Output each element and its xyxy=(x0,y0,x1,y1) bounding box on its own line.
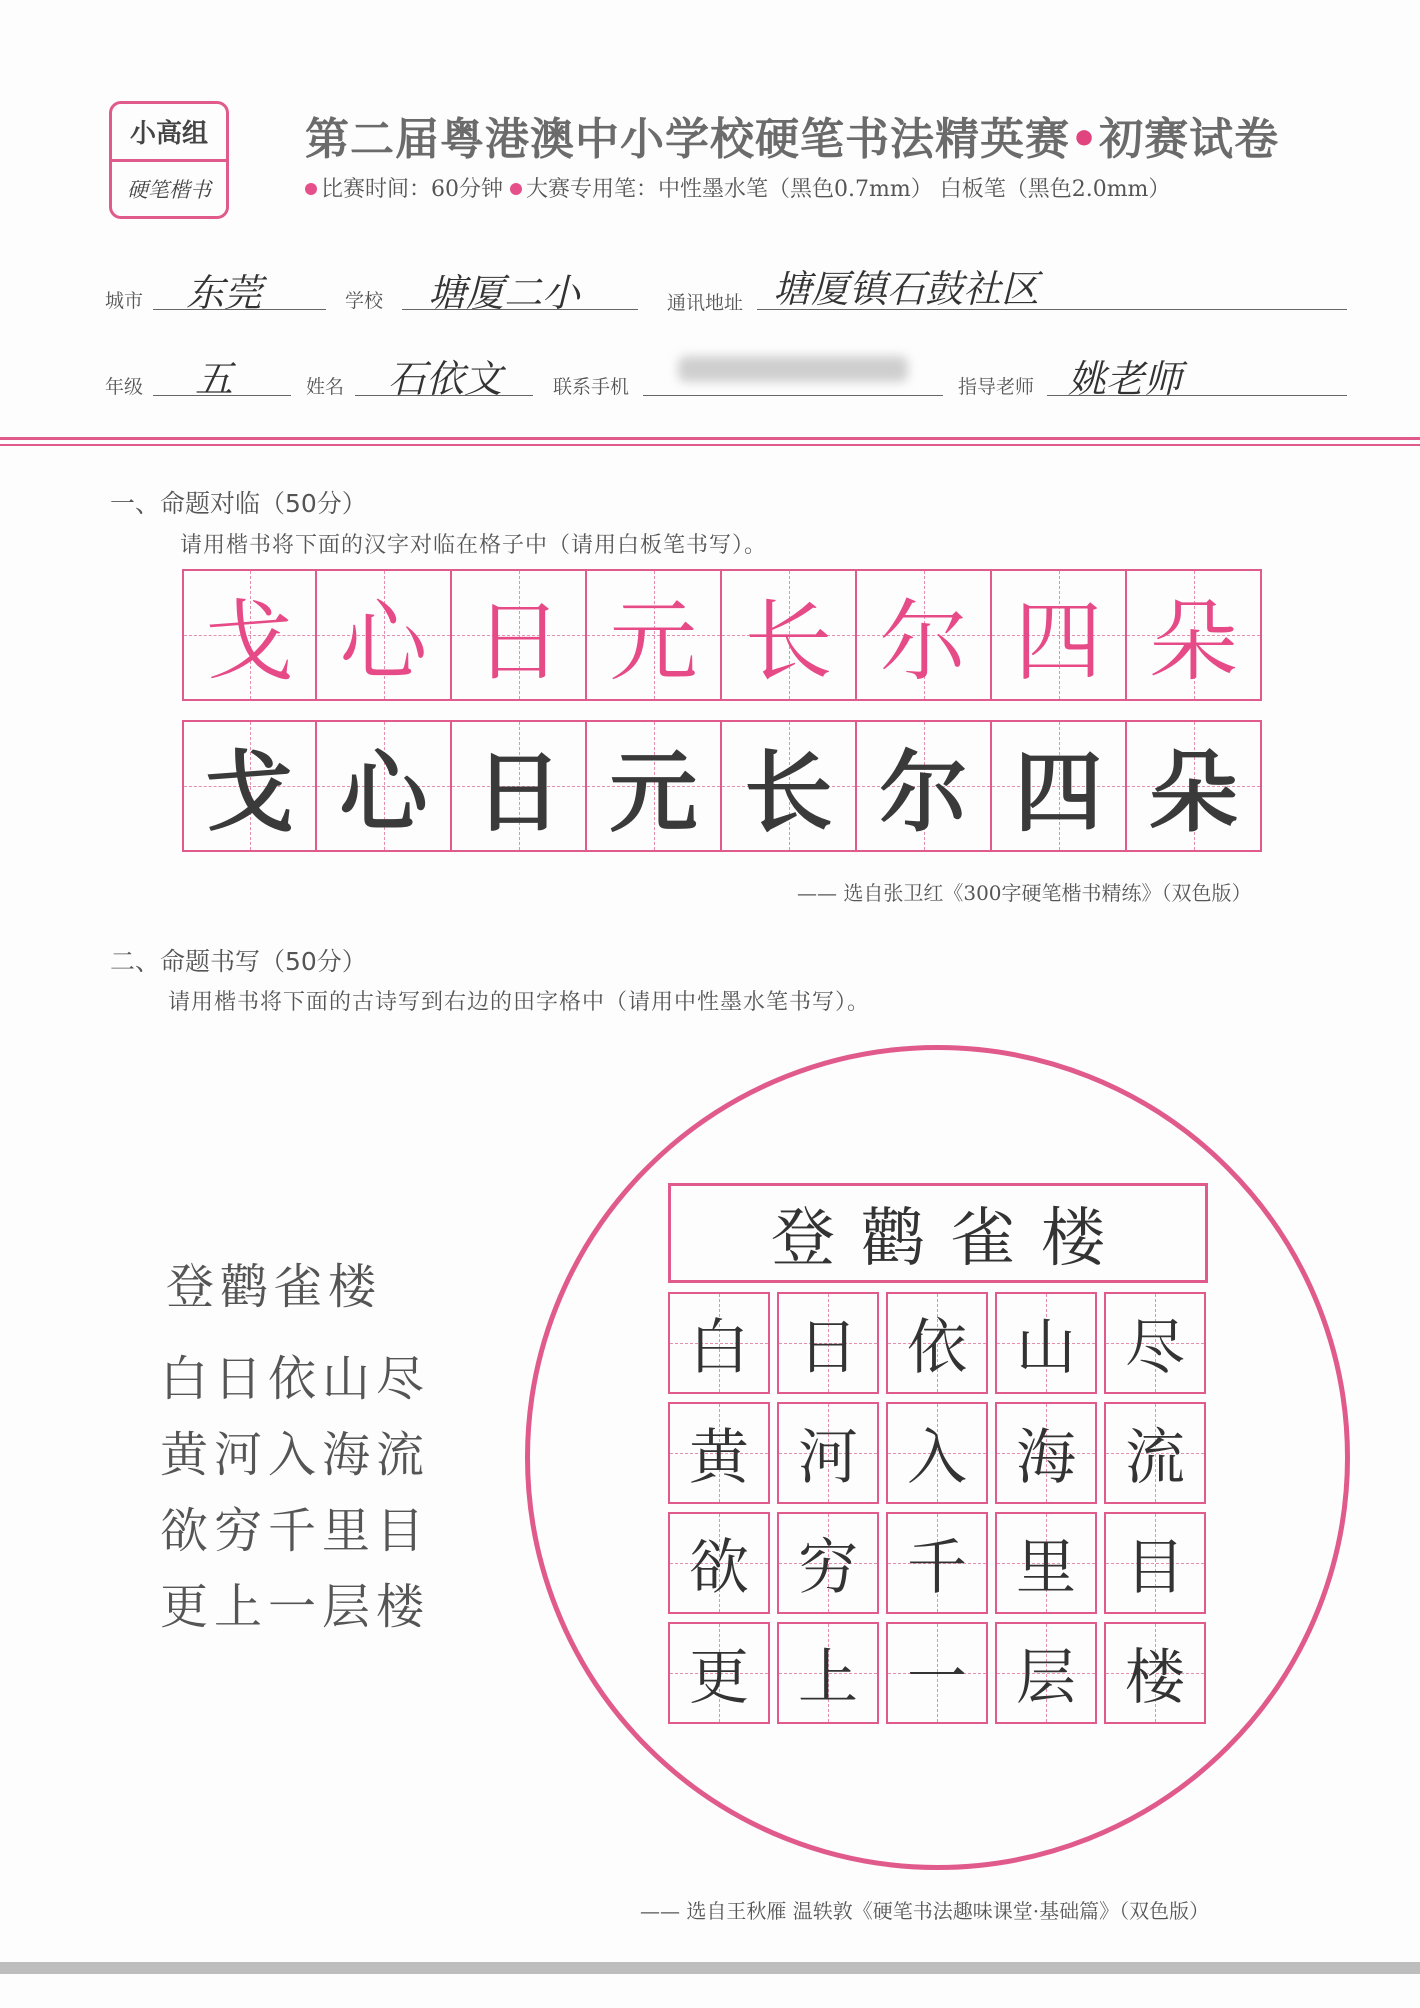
written-char: 里 xyxy=(1016,1533,1076,1603)
bullet-icon xyxy=(510,183,522,195)
written-char: 欲 xyxy=(689,1533,749,1603)
bullet-icon xyxy=(305,183,317,195)
title-suffix: 初赛试卷 xyxy=(1099,114,1280,165)
grid-cell xyxy=(182,569,317,701)
written-char: 山 xyxy=(1016,1313,1076,1383)
grid-cell xyxy=(1127,569,1262,701)
written-char: 楼 xyxy=(1125,1643,1185,1713)
grid-cell xyxy=(1104,1402,1206,1504)
city-value: 东莞 xyxy=(186,271,263,315)
written-char: 尽 xyxy=(1125,1313,1185,1383)
grid-cell xyxy=(886,1402,988,1504)
written-char: 长 xyxy=(744,740,833,844)
grid-cell xyxy=(1104,1622,1206,1724)
grid-cell xyxy=(587,720,722,852)
section1-credit: —— 选自张卫红《300字硬笔楷书精练》（双色版） xyxy=(797,881,1252,905)
poem-line: 白日依山尽 xyxy=(160,1351,431,1407)
written-char: 流 xyxy=(1125,1423,1185,1493)
grid-cell xyxy=(777,1512,879,1614)
grid-cell xyxy=(317,569,452,701)
written-char: 白 xyxy=(689,1313,749,1383)
written-char: 更 xyxy=(689,1643,749,1713)
grid-cell xyxy=(886,1292,988,1394)
grid-cell xyxy=(995,1512,1097,1614)
grid-cell xyxy=(857,569,992,701)
written-char: 日 xyxy=(798,1313,858,1383)
section2-credit: —— 选自王秋雁 温轶敦《硬笔书法趣味课堂·基础篇》（双色版） xyxy=(640,1899,1210,1923)
teacher-value: 姚老师 xyxy=(1068,357,1183,401)
header-divider xyxy=(0,437,1420,440)
school-value: 塘厦二小 xyxy=(428,271,581,315)
written-char: 朵 xyxy=(1149,740,1238,844)
written-char: 入 xyxy=(907,1423,967,1493)
grid-cell xyxy=(992,720,1127,852)
exam-pens: 大赛专用笔：中性墨水笔（黑色0.7mm） 白板笔（黑色2.0mm） xyxy=(526,177,1171,202)
header-divider-thin xyxy=(0,444,1420,446)
written-char: 穷 xyxy=(798,1533,858,1603)
grid-cell xyxy=(452,569,587,701)
grid-cell xyxy=(317,720,452,852)
poem-line: 更上一层楼 xyxy=(160,1579,431,1635)
written-char: 依 xyxy=(907,1313,967,1383)
written-char-grid xyxy=(182,720,1262,852)
model-char-grid xyxy=(182,569,1262,701)
written-char: 心 xyxy=(339,740,428,844)
grid-cell xyxy=(452,720,587,852)
grade-label: 年级 xyxy=(105,376,144,398)
model-char: 朵 xyxy=(1149,590,1238,693)
address-label: 通讯地址 xyxy=(667,292,744,314)
grid-cell xyxy=(886,1622,988,1724)
poem-char-grid xyxy=(668,1292,1206,1724)
grid-cell xyxy=(777,1292,879,1394)
written-char: 上 xyxy=(798,1643,858,1713)
written-char: 一 xyxy=(907,1643,967,1713)
grid-cell xyxy=(722,569,857,701)
written-char: 黄 xyxy=(689,1423,749,1493)
grid-cell xyxy=(668,1402,770,1504)
grid-cell xyxy=(992,569,1127,701)
grid-cell xyxy=(668,1622,770,1724)
written-char: 层 xyxy=(1016,1643,1076,1713)
written-poem-title: 登鹳雀楼 xyxy=(771,1202,1131,1276)
school-label: 学校 xyxy=(345,290,384,312)
model-char: 四 xyxy=(1014,590,1103,693)
grid-cell xyxy=(587,569,722,701)
title-dot: • xyxy=(1070,114,1100,165)
grade-value: 五 xyxy=(195,357,234,401)
model-char: 心 xyxy=(339,590,428,693)
paper-title xyxy=(305,103,1279,167)
city-label: 城市 xyxy=(105,290,144,312)
grid-cell xyxy=(668,1292,770,1394)
model-char: 元 xyxy=(609,590,698,693)
written-char: 戈 xyxy=(205,740,294,844)
written-char: 海 xyxy=(1016,1423,1076,1493)
grid-cell xyxy=(1104,1292,1206,1394)
grid-cell xyxy=(995,1622,1097,1724)
group-badge xyxy=(109,101,229,219)
grid-cell xyxy=(777,1622,879,1724)
phone-line xyxy=(643,395,943,396)
model-char: 日 xyxy=(474,590,563,693)
poem-line: 欲穷千里目 xyxy=(160,1503,431,1559)
name-label: 姓名 xyxy=(306,376,345,398)
footer-band xyxy=(0,1962,1420,1974)
poem-line: 黄河入海流 xyxy=(160,1427,431,1483)
written-char: 目 xyxy=(1125,1533,1185,1603)
phone-label: 联系手机 xyxy=(553,376,630,398)
model-char: 尔 xyxy=(879,590,968,693)
grid-cell xyxy=(995,1292,1097,1394)
teacher-label: 指导老师 xyxy=(958,376,1035,398)
written-title-box xyxy=(668,1183,1208,1283)
grid-cell xyxy=(1127,720,1262,852)
grid-cell xyxy=(857,720,992,852)
section2-desc: 请用楷书将下面的古诗写到右边的田字格中（请用中性墨水笔书写）。 xyxy=(168,990,871,1015)
model-char: 长 xyxy=(744,590,833,693)
written-char: 尔 xyxy=(879,740,968,844)
exam-info xyxy=(305,172,1170,203)
section1-heading: 一、命题对临（50分） xyxy=(110,489,367,518)
grid-cell xyxy=(777,1402,879,1504)
group-label: 小高组 xyxy=(129,118,208,149)
poem-title: 登鹳雀楼 xyxy=(166,1259,383,1315)
section1-desc: 请用楷书将下面的汉字对临在格子中（请用白板笔书写）。 xyxy=(180,533,768,558)
address-value: 塘厦镇石鼓社区 xyxy=(773,267,1040,311)
grid-cell xyxy=(995,1402,1097,1504)
written-char: 河 xyxy=(798,1423,858,1493)
written-char: 四 xyxy=(1014,740,1103,844)
grid-cell xyxy=(886,1512,988,1614)
name-value: 石依文 xyxy=(388,357,503,401)
section2-heading: 二、命题书写（50分） xyxy=(110,947,367,976)
model-char: 戈 xyxy=(205,590,294,693)
redacted-phone xyxy=(678,356,908,382)
grid-cell xyxy=(1104,1512,1206,1614)
title-main: 第二届粤港澳中小学校硬笔书法精英赛 xyxy=(305,114,1070,165)
grid-cell xyxy=(668,1512,770,1614)
style-label: 硬笔楷书 xyxy=(127,177,211,202)
grid-cell xyxy=(722,720,857,852)
grid-cell xyxy=(182,720,317,852)
written-char: 日 xyxy=(474,740,563,844)
exam-time: 比赛时间：60分钟 xyxy=(321,177,503,202)
written-char: 千 xyxy=(907,1533,967,1603)
written-char: 元 xyxy=(609,740,698,844)
